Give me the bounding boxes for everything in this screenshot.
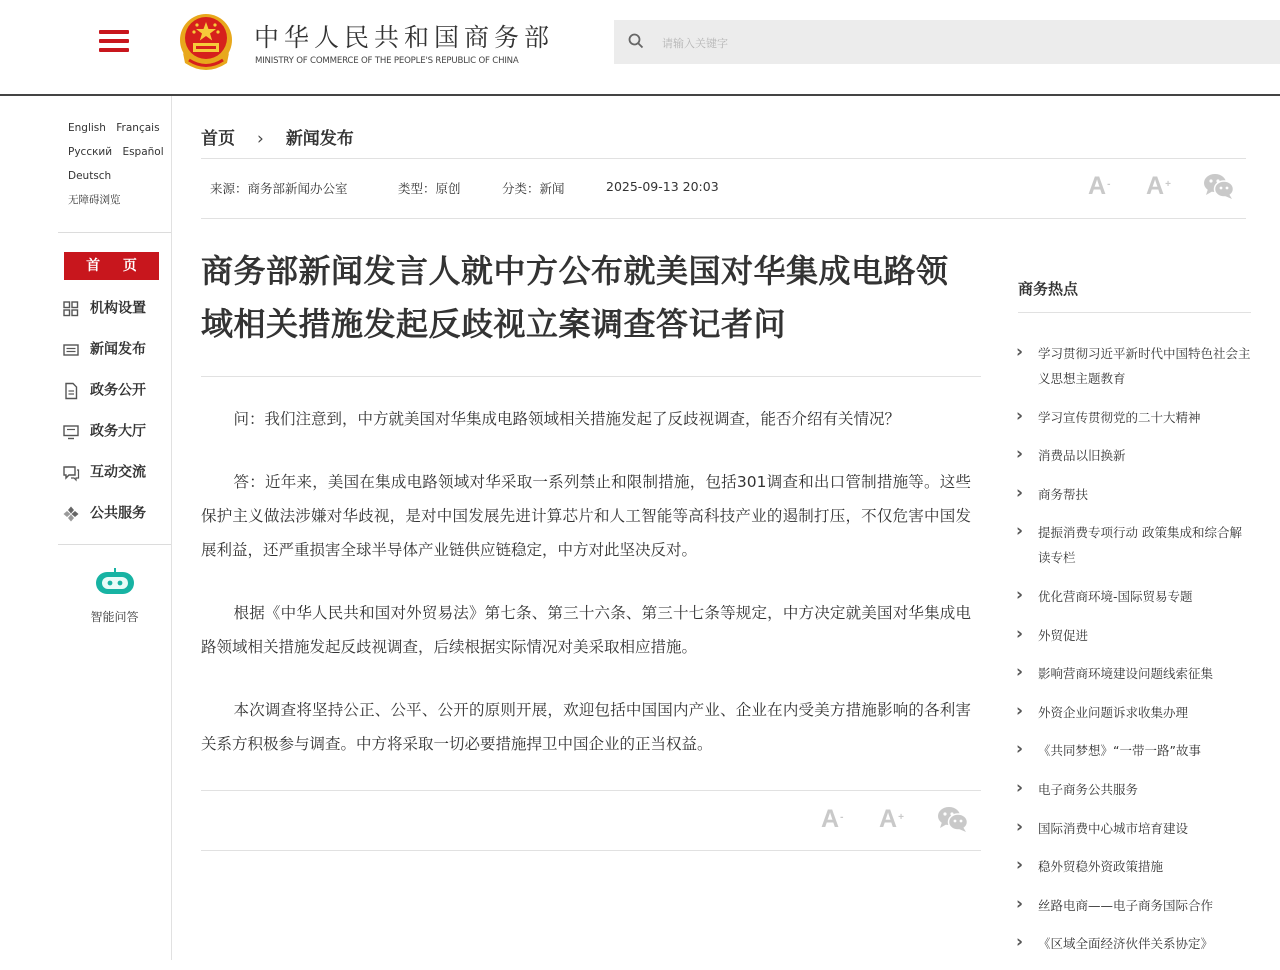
national-emblem-icon[interactable] <box>177 13 235 73</box>
site-header <box>0 0 1280 96</box>
hot-topic-item[interactable]: › 《区域全面经济伙伴关系协定》 <box>1016 931 1251 956</box>
home-nav-button[interactable]: 首 页 <box>64 252 159 280</box>
nav-item-public-service[interactable] <box>62 499 172 540</box>
nav-item-gov-affairs[interactable] <box>62 376 172 417</box>
hot-topic-item[interactable]: › 外贸促进 <box>1016 623 1251 648</box>
article-paragraph: 问：我们注意到，中方就美国对华集成电路领域相关措施发起了反歧视调查，能否介绍有关情况？ <box>233 410 901 428</box>
hot-topic-item[interactable]: › 学习贯彻习近平新时代中国特色社会主义思想主题教育 <box>1016 341 1251 391</box>
nav-item-label: 政务公开 <box>90 382 146 399</box>
nav-item-organization[interactable] <box>62 294 172 335</box>
article-body <box>201 402 971 790</box>
font-increase-sign: + <box>1165 179 1171 190</box>
nav-item-label: 公共服务 <box>90 505 146 522</box>
divider <box>201 790 981 791</box>
search-bar <box>614 20 1280 64</box>
nav-item-label: 政务大厅 <box>90 423 146 440</box>
hot-topics-list <box>1016 341 1251 970</box>
article-paragraph: 根据《中华人民共和国对外贸易法》第七条、第三十六条、第三十七条等规定，中方决定就美国对华集成电路领域相关措施发起反歧视调查，后续根据实际情况对美采取相应措施。 <box>201 604 971 656</box>
divider <box>201 158 1246 159</box>
org-structure-icon <box>62 300 80 318</box>
robot-chat-icon <box>93 566 137 598</box>
site-name-en: MINISTRY OF COMMERCE OF THE PEOPLE'S REPUBLIC OF CHINA <box>255 56 519 66</box>
hot-topics-title: 商务热点 <box>1018 280 1079 298</box>
article-paragraph: 答：近年来，美国在集成电路领域对华采取一系列禁止和限制措施，包括301调查和出口管制措施等。这些保护主义做法涉嫌对华歧视，是对中国发展先进计算芯片和人工智能等高科技产业的遏制打压，不仅危害中国发展利益，还严重损害全球半导体产业链供应链稳定，中方对此坚决反对。 <box>201 473 971 559</box>
nav-item-news[interactable] <box>62 335 172 376</box>
font-decrease-sign: - <box>1107 179 1111 190</box>
article-datetime: 2025-09-13 20:03 <box>606 179 719 194</box>
document-icon <box>62 382 80 400</box>
menu-icon[interactable] <box>99 28 131 54</box>
article-type: 类型：原创 <box>398 181 461 196</box>
font-decrease-label: A <box>821 805 840 833</box>
divider <box>201 376 981 377</box>
wechat-share-icon-bottom[interactable] <box>937 805 969 833</box>
smart-qa-label: 智能问答 <box>90 610 139 624</box>
site-name-cn: 中华人民共和国商务部 <box>254 23 555 52</box>
service-hall-icon <box>62 423 80 441</box>
font-decrease-sign: - <box>840 812 844 823</box>
article-source: 来源：商务部新闻办公室 <box>210 181 348 196</box>
divider <box>201 850 981 851</box>
nav-item-interaction[interactable] <box>62 458 172 499</box>
wechat-share-icon[interactable] <box>1203 172 1235 200</box>
hot-topic-item[interactable]: › 优化营商环境-国际贸易专题 <box>1016 584 1251 609</box>
breadcrumb <box>201 124 354 149</box>
divider <box>58 232 171 233</box>
news-icon <box>62 341 80 359</box>
lang-german-link[interactable]: Deutsch <box>68 170 112 182</box>
font-increase-label: A <box>879 805 898 833</box>
hot-topic-item[interactable]: › 稳外贸稳外资政策措施 <box>1016 854 1251 879</box>
lang-spanish-link[interactable]: Español <box>122 146 164 158</box>
search-icon[interactable] <box>628 33 644 49</box>
hot-topic-item[interactable]: › 商务帮扶 <box>1016 482 1251 507</box>
accessible-browse-link[interactable]: 无障碍浏览 <box>68 194 121 206</box>
lang-english-link[interactable]: English <box>68 122 106 134</box>
article-title: 商务部新闻发言人就中方公布就美国对华集成电路领域相关措施发起反歧视立案调查答记者问 <box>201 252 949 343</box>
hot-topic-item[interactable]: › 外资企业问题诉求收集办理 <box>1016 700 1251 725</box>
lang-russian-link[interactable]: Русский <box>68 146 113 158</box>
font-increase-sign: + <box>898 812 904 823</box>
hot-topic-item[interactable]: › 影响营商环境建设问题线索征集 <box>1016 661 1251 686</box>
nav-item-label: 新闻发布 <box>90 341 146 358</box>
hot-topic-item[interactable]: › 丝路电商——电子商务国际合作 <box>1016 893 1251 918</box>
font-increase-button-bottom[interactable] <box>879 807 903 832</box>
hot-topic-item[interactable]: › 《共同梦想》“一带一路”故事 <box>1016 738 1251 763</box>
font-decrease-label: A <box>1088 172 1107 200</box>
hot-topic-item[interactable]: › 学习宣传贯彻党的二十大精神 <box>1016 405 1251 430</box>
article-paragraph: 本次调查将坚持公正、公平、公开的原则开展，欢迎包括中国国内产业、企业在内受美方措施影响的各利害关系方积极参与调查。中方将采取一切必要措施捍卫中国企业的正当权益。 <box>201 701 971 753</box>
font-decrease-button-bottom[interactable] <box>821 807 842 832</box>
breadcrumb-current[interactable]: 新闻发布 <box>285 129 354 149</box>
hot-topic-item[interactable]: › 消费品以旧换新 <box>1016 443 1251 468</box>
breadcrumb-home-link[interactable]: 首页 <box>201 129 235 149</box>
lang-french-link[interactable]: Français <box>116 122 160 134</box>
search-input[interactable] <box>660 30 1224 56</box>
smart-qa-button[interactable] <box>58 566 171 625</box>
font-decrease-button[interactable] <box>1088 174 1109 199</box>
divider <box>201 218 1246 219</box>
chevron-right-icon: › <box>257 129 264 149</box>
font-increase-label: A <box>1146 172 1165 200</box>
font-increase-button[interactable] <box>1146 174 1170 199</box>
nav-item-service-hall[interactable] <box>62 417 172 458</box>
divider <box>58 544 171 545</box>
hot-topic-item[interactable]: › 提振消费专项行动 政策集成和综合解读专栏 <box>1016 520 1251 570</box>
article-category: 分类：新闻 <box>502 181 565 196</box>
language-links <box>68 120 171 216</box>
main-nav <box>62 294 172 540</box>
hot-topic-item[interactable]: › 国际消费中心城市培育建设 <box>1016 816 1251 841</box>
chat-icon <box>62 464 80 482</box>
hot-topic-item[interactable]: › 电子商务公共服务 <box>1016 777 1251 802</box>
nav-item-label: 机构设置 <box>90 300 146 317</box>
divider <box>1018 312 1251 313</box>
nav-item-label: 互动交流 <box>90 464 146 481</box>
public-service-icon <box>62 505 80 523</box>
left-sidebar <box>0 96 172 960</box>
